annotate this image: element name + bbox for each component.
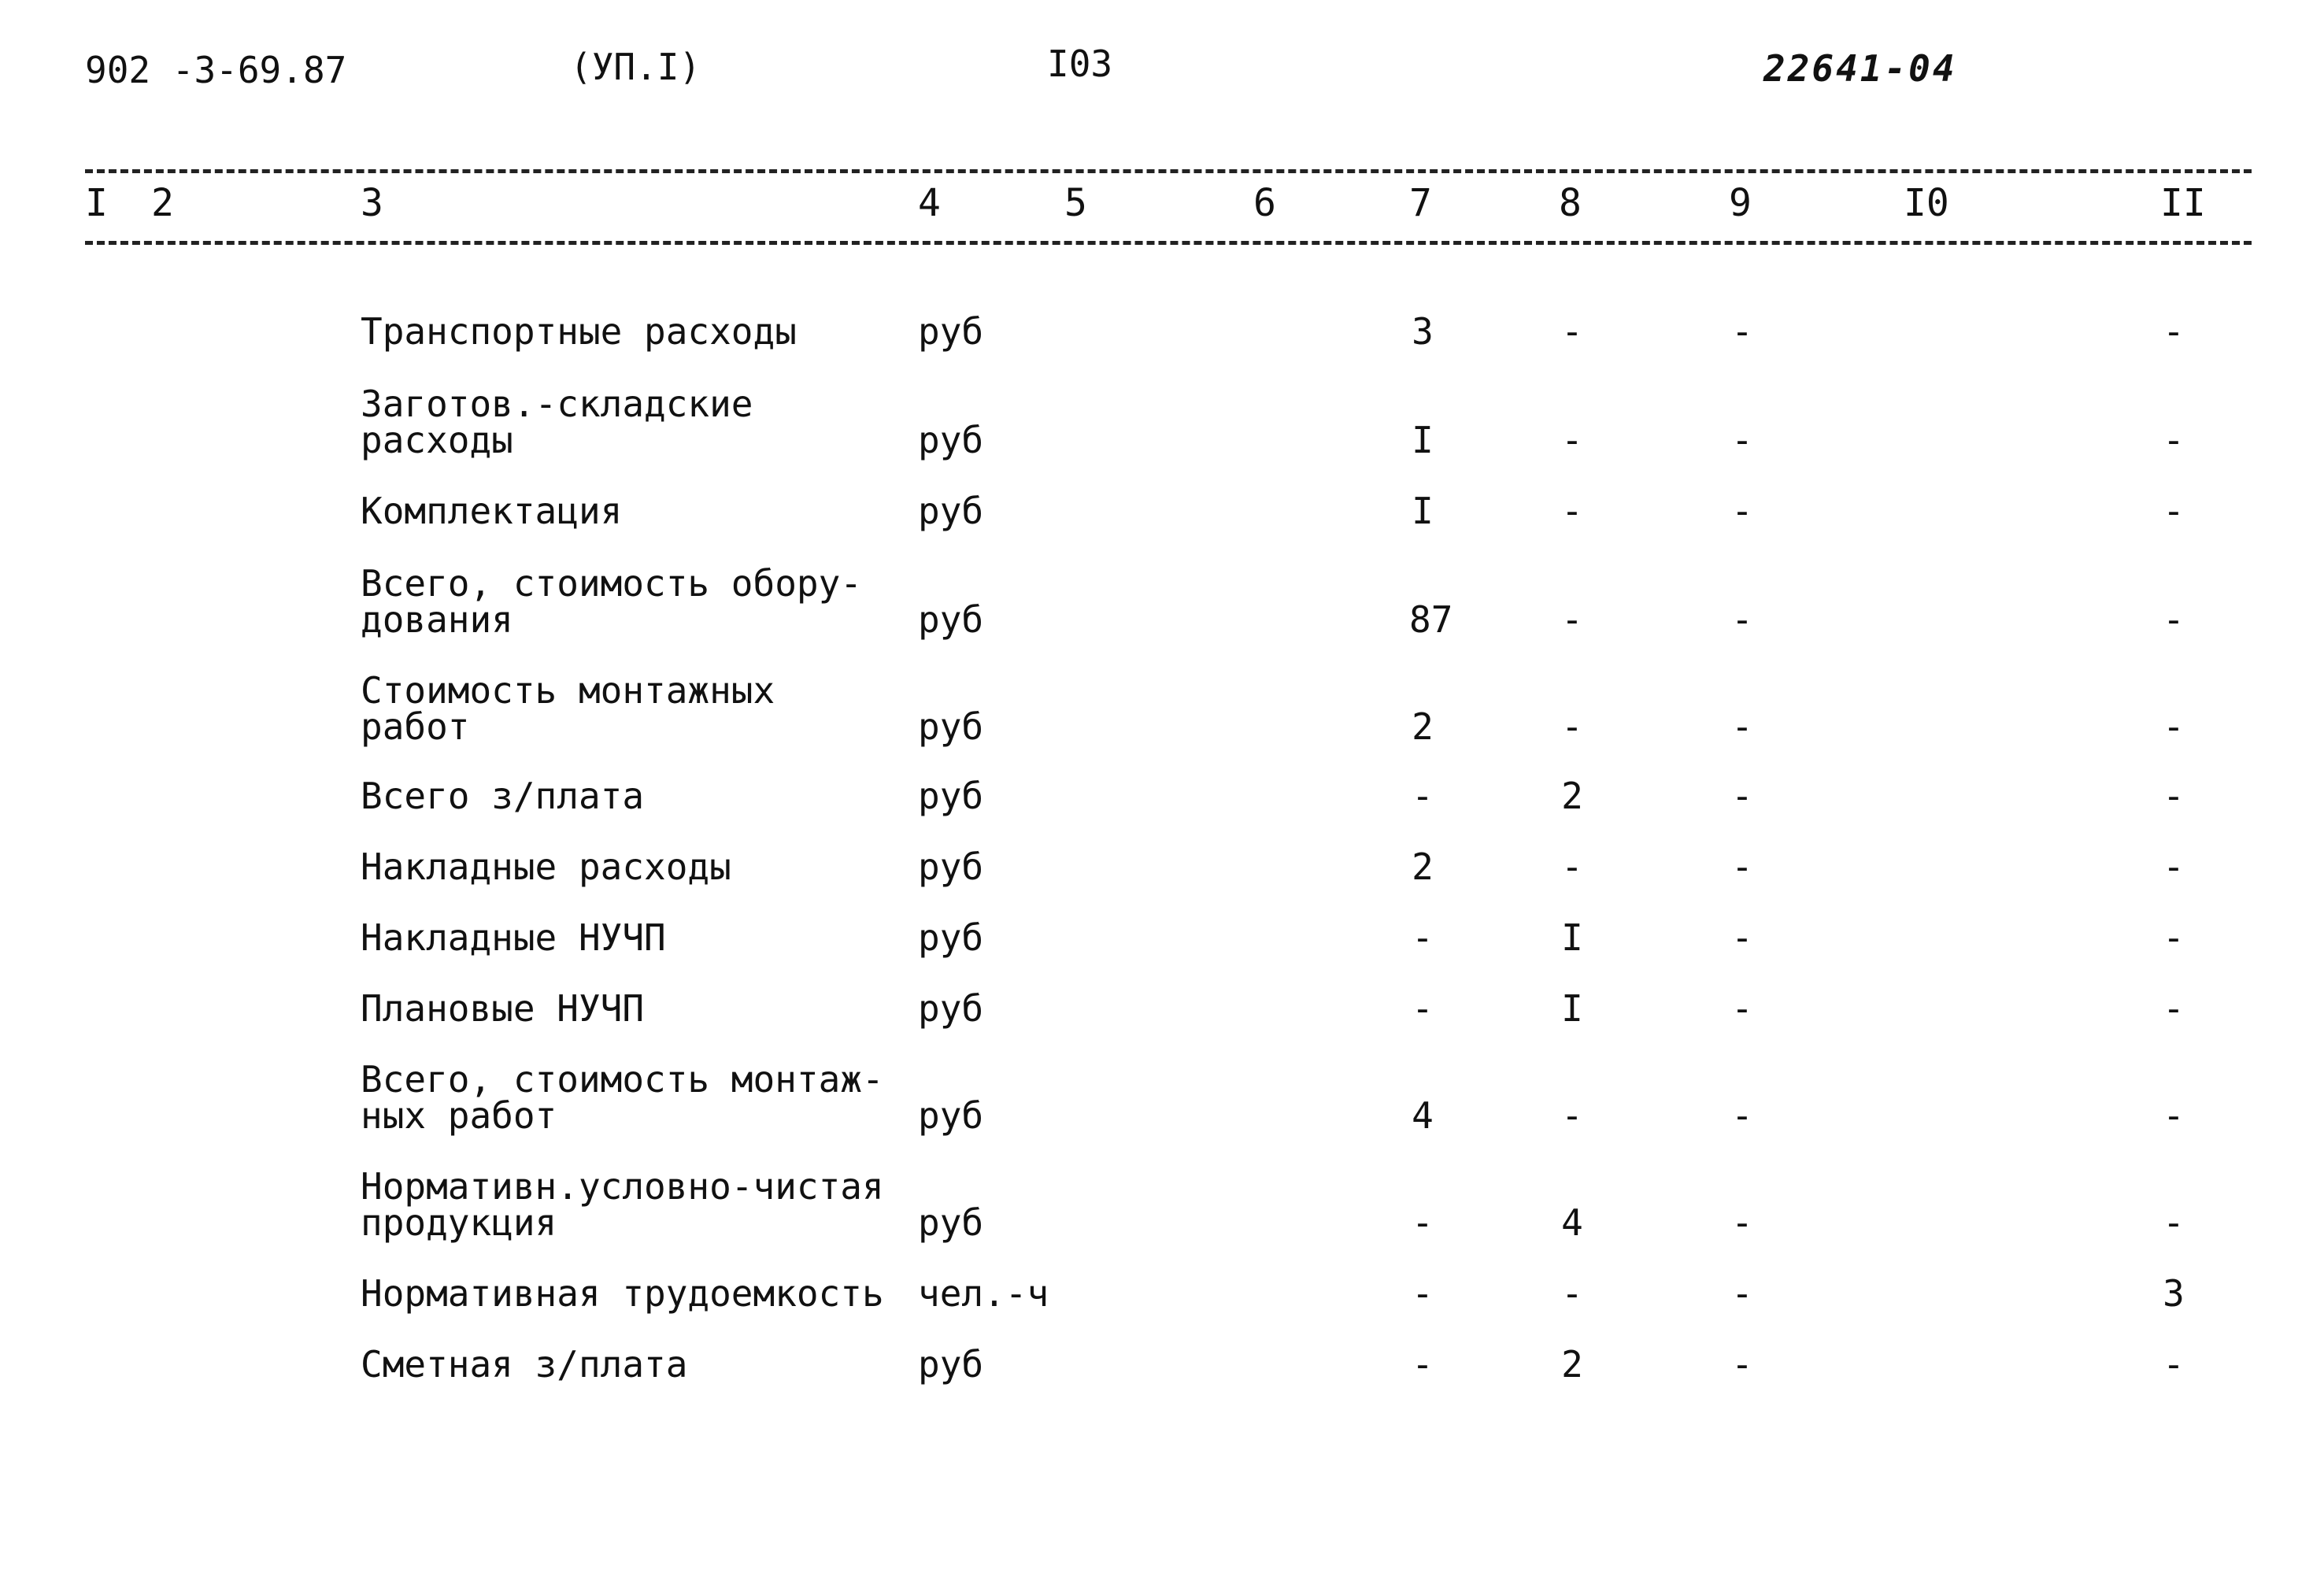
row-name: Всего, стоимость обору- дования [361,562,862,641]
row-unit: руб [918,1201,984,1244]
table-header-rule [85,241,2252,245]
row-col9: - [1731,1343,1753,1386]
row-col11: - [2163,846,2185,888]
row-col8: I [1561,987,1583,1030]
row-col8: - [1561,490,1583,532]
row-col7: - [1412,1343,1434,1386]
column-number: 8 [1559,181,1582,225]
row-unit: руб [918,419,984,461]
row-unit: руб [918,598,984,641]
row-col8: 2 [1561,775,1583,817]
row-unit: руб [918,987,984,1030]
column-number: 2 [151,181,174,225]
archive-number: 22641-04 [1763,47,1957,90]
row-col11: - [2163,598,2185,641]
column-number: 7 [1409,181,1432,225]
page-number: I03 [1047,43,1113,85]
row-name: Накладные расходы [361,846,731,888]
row-unit: руб [918,1343,984,1386]
row-col7: 4 [1412,1094,1434,1137]
row-col9: - [1731,775,1753,817]
row-name: Стоимость монтажных работ [361,669,775,748]
row-col7: - [1412,916,1434,959]
row-name: Плановые НУЧП [361,987,645,1030]
row-col9: - [1731,310,1753,353]
row-col8: - [1561,705,1583,748]
row-unit: руб [918,1094,984,1137]
row-name: Транспортные расходы [361,310,797,353]
row-col8: - [1561,846,1583,888]
row-col8: I [1561,916,1583,959]
row-col7: I [1412,490,1434,532]
row-col11: - [2163,490,2185,532]
row-name: Сметная з/плата [361,1343,688,1386]
column-number: I [85,181,108,225]
row-col9: - [1731,419,1753,461]
row-col8: 2 [1561,1343,1583,1386]
row-col9: - [1731,1272,1753,1315]
row-col9: - [1731,846,1753,888]
row-col11: - [2163,987,2185,1030]
column-number: 5 [1064,181,1087,225]
row-name: Нормативн.условно-чистая продукция [361,1165,884,1244]
row-col11: - [2163,775,2185,817]
column-number: I0 [1904,181,1949,225]
row-col8: - [1561,419,1583,461]
column-number: 3 [361,181,383,225]
row-name: Всего з/плата [361,775,645,817]
row-col7: I [1412,419,1434,461]
row-col7: - [1412,1201,1434,1244]
column-number: 9 [1729,181,1752,225]
row-col9: - [1731,987,1753,1030]
column-number: II [2160,181,2206,225]
row-col7: 2 [1412,705,1434,748]
row-name: Заготов.-складские расходы [361,383,753,461]
row-col9: - [1731,1201,1753,1244]
row-col7: - [1412,987,1434,1030]
row-col8: - [1561,1272,1583,1315]
row-name: Комплектация [361,490,623,532]
row-unit: руб [918,846,984,888]
row-unit: руб [918,705,984,748]
row-col11: - [2163,705,2185,748]
row-col8: - [1561,1094,1583,1137]
row-col9: - [1731,705,1753,748]
row-col9: - [1731,1094,1753,1137]
album-label: (УП.I) [570,46,701,88]
row-name: Нормативная трудоемкость [361,1272,884,1315]
row-unit: руб [918,775,984,817]
row-col7: - [1412,1272,1434,1315]
row-col11: 3 [2163,1272,2185,1315]
row-col11: - [2163,916,2185,959]
row-col11: - [2163,419,2185,461]
row-unit: руб [918,490,984,532]
row-name: Всего, стоимость монтаж- ных работ [361,1058,884,1137]
document-code: 902 -3-69.87 [85,49,347,91]
row-col11: - [2163,1094,2185,1137]
row-col7: 2 [1412,846,1434,888]
row-col11: - [2163,1343,2185,1386]
table-top-rule [85,169,2252,173]
row-col7: 3 [1412,310,1434,353]
row-name: Накладные НУЧП [361,916,666,959]
row-unit: чел.-ч [918,1272,1049,1315]
row-col7: - [1412,775,1434,817]
row-col11: - [2163,310,2185,353]
row-col7: 87 [1409,598,1453,641]
row-col8: 4 [1561,1201,1583,1244]
column-number: 6 [1253,181,1276,225]
column-number: 4 [918,181,941,225]
row-col9: - [1731,916,1753,959]
row-unit: руб [918,310,984,353]
row-col11: - [2163,1201,2185,1244]
row-unit: руб [918,916,984,959]
row-col8: - [1561,310,1583,353]
row-col9: - [1731,598,1753,641]
row-col8: - [1561,598,1583,641]
row-col9: - [1731,490,1753,532]
